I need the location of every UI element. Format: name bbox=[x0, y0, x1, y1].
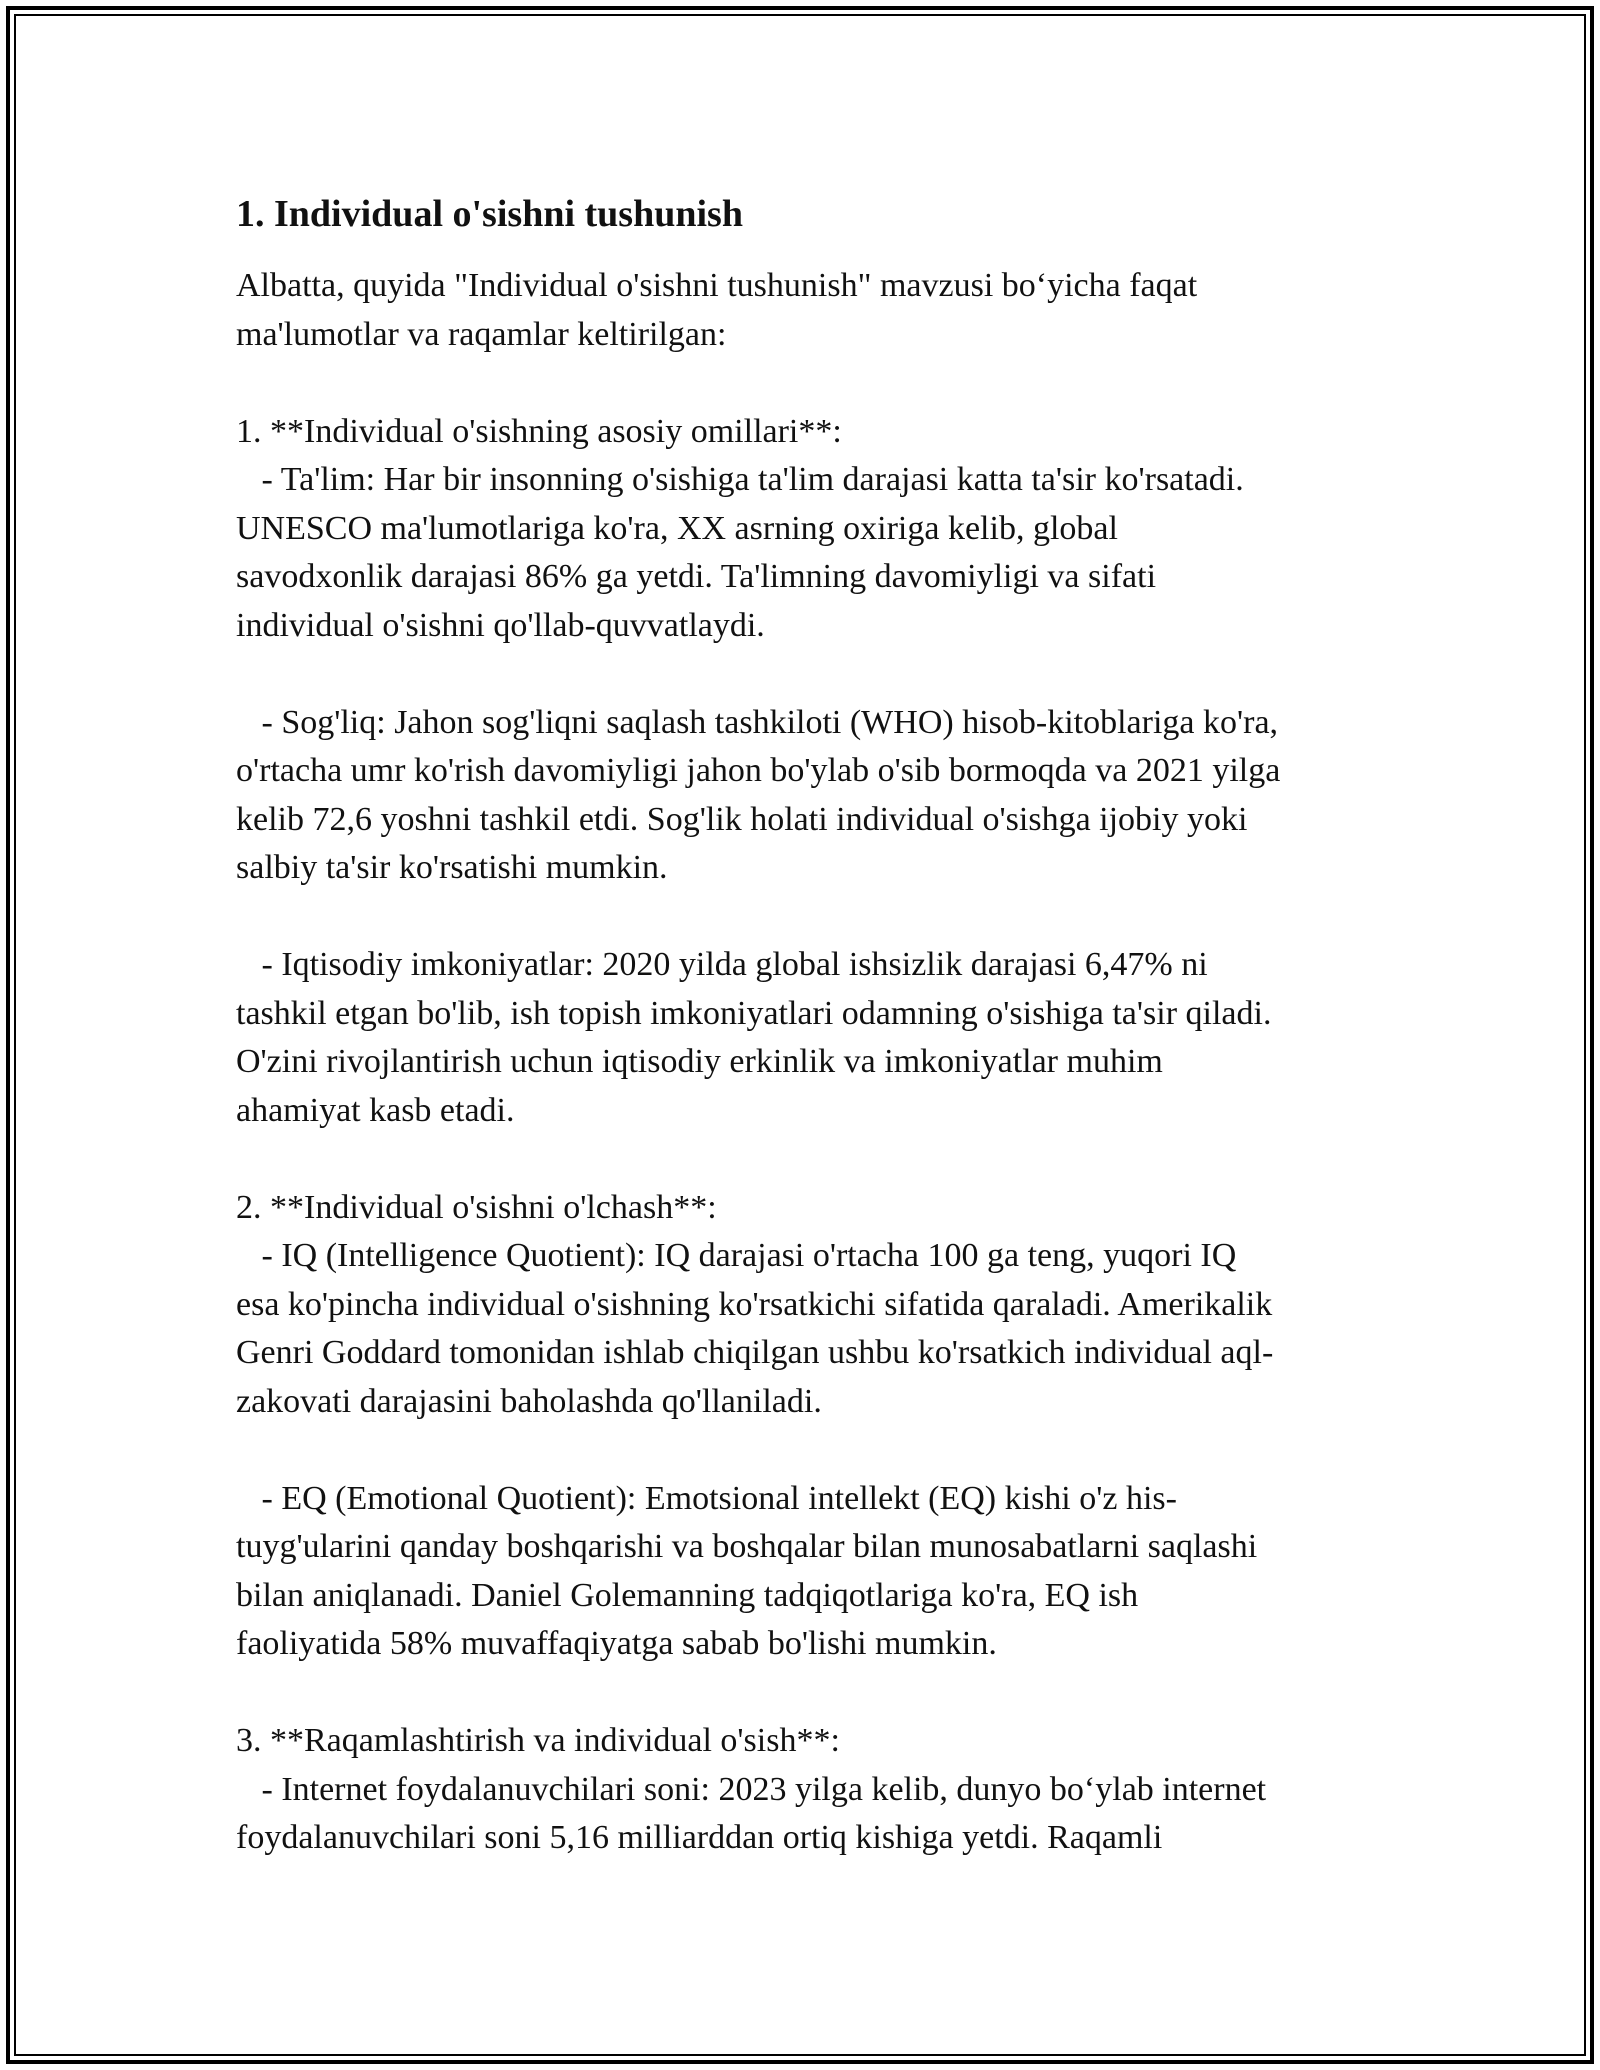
blank-line bbox=[236, 1669, 1366, 1718]
section-heading: 3. **Raqamlashtirish va individual o'sish**: bbox=[236, 1722, 840, 1759]
text-line: UNESCO ma'lumotlariga ko'ra, XX asrning oxiriga kelib, global bbox=[236, 509, 1118, 547]
text-line: tuyg'ularini qanday boshqarishi va boshqalar bilan munosabatlarni saqlashi bbox=[236, 1528, 1258, 1565]
text-line: - Sog'liq: Jahon sog'liqni saqlash tashkiloti (WHO) hisob-kitoblariga ko'ra, bbox=[236, 703, 1279, 741]
text-line: foydalanuvchilari soni 5,16 milliarddan ortiq kishiga yetdi. Raqamli bbox=[236, 1819, 1163, 1856]
text-line: zakovati darajasini baholashda qo'llaniladi. bbox=[236, 1382, 822, 1420]
text-line: faoliyatida 58% muvaffaqiyatga sabab bo'lishi mumkin. bbox=[236, 1625, 997, 1662]
blank-line bbox=[236, 1426, 1366, 1475]
document-content bbox=[236, 186, 1366, 1863]
text-line: O'zini rivojlantirish uchun iqtisodiy erkinlik va imkoniyatlar muhim bbox=[236, 1043, 1163, 1080]
text-line: individual o'sishni qo'llab-quvvatlaydi. bbox=[236, 606, 765, 644]
text-line: esa ko'pincha individual o'sishning ko'rsatkichi sifatida qaraladi. Amerikalik bbox=[236, 1285, 1273, 1323]
text-line: salbiy ta'sir ko'rsatishi mumkin. bbox=[236, 849, 668, 886]
blank-line bbox=[236, 650, 1366, 699]
section-heading: 1. **Individual o'sishning asosiy omillari**: bbox=[236, 412, 842, 450]
blank-line bbox=[236, 359, 1366, 408]
text-line: tashkil etgan bo'lib, ish topish imkoniyatlari odamning o'sishiga ta'sir qiladi. bbox=[236, 994, 1272, 1032]
document-body bbox=[236, 262, 1366, 1863]
text-line: bilan aniqlanadi. Daniel Golemanning tadqiqotlariga ko'ra, EQ ish bbox=[236, 1576, 1139, 1614]
text-line: ma'lumotlar va raqamlar keltirilgan: bbox=[236, 315, 727, 353]
section-heading: 2. **Individual o'sishni o'lchash**: bbox=[236, 1188, 717, 1226]
blank-line bbox=[236, 893, 1366, 942]
page-title: 1. Individual o'sishni tushunish bbox=[236, 193, 743, 235]
text-line: savodxonlik darajasi 86% ga yetdi. Ta'limning davomiyligi va sifati bbox=[236, 558, 1157, 595]
text-line: Albatta, quyida "Individual o'sishni tushunish" mavzusi bo‘yicha faqat bbox=[236, 267, 1198, 304]
text-line: ahamiyat kasb etadi. bbox=[236, 1091, 515, 1129]
text-line: - EQ (Emotional Quotient): Emotsional intellekt (EQ) kishi o'z his- bbox=[236, 1479, 1177, 1517]
text-line: - IQ (Intelligence Quotient): IQ darajasi o'rtacha 100 ga teng, yuqori IQ bbox=[236, 1237, 1237, 1274]
text-line: - Internet foydalanuvchilari soni: 2023 yilga kelib, dunyo bo‘ylab internet bbox=[236, 1770, 1267, 1808]
text-line: - Iqtisodiy imkoniyatlar: 2020 yilda global ishsizlik darajasi 6,47% ni bbox=[236, 946, 1208, 983]
blank-line bbox=[236, 1135, 1366, 1184]
text-line: kelib 72,6 yoshni tashkil etdi. Sog'lik holati individual o'sishga ijobiy yoki bbox=[236, 800, 1248, 838]
text-line: Genri Goddard tomonidan ishlab chiqilgan ushbu ko'rsatkich individual aql- bbox=[236, 1334, 1274, 1371]
text-line: - Ta'lim: Har bir insonning o'sishiga ta'lim darajasi katta ta'sir ko'rsatadi. bbox=[236, 461, 1244, 498]
text-line: o'rtacha umr ko'rish davomiyligi jahon bo'ylab o'sib bormoqda va 2021 yilga bbox=[236, 752, 1281, 789]
